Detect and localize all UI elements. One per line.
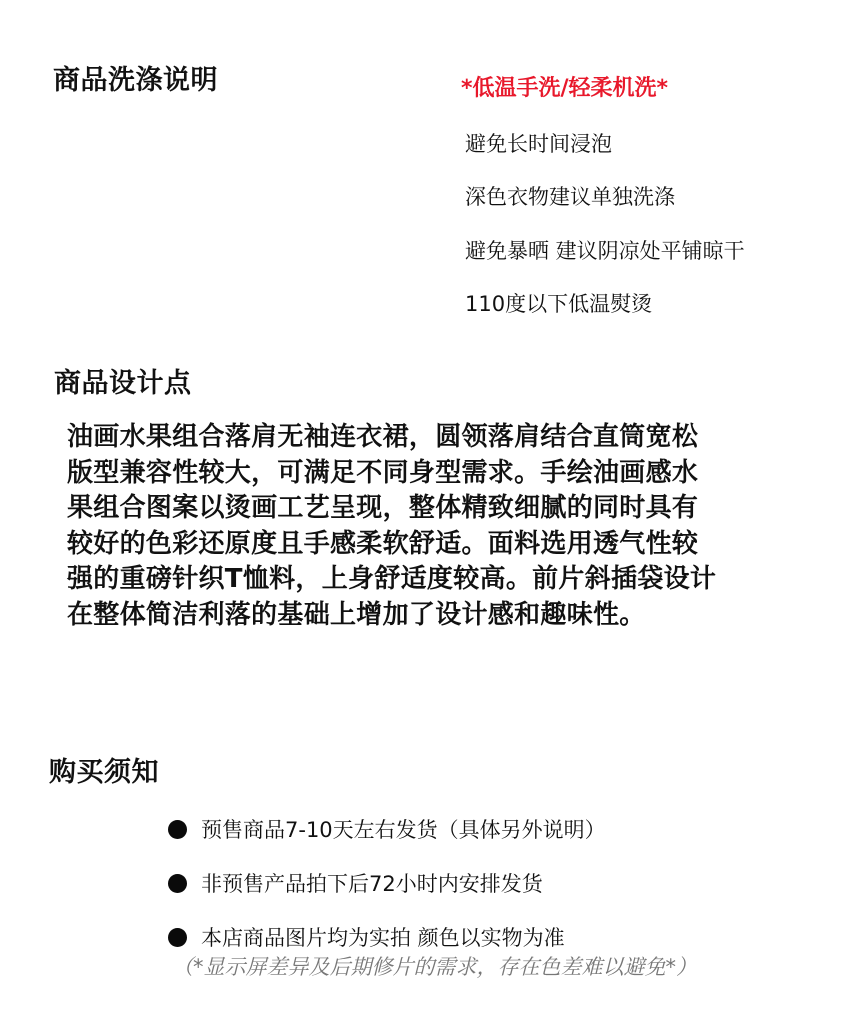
- design-line: 在整体简洁利落的基础上增加了设计感和趣味性。: [67, 599, 646, 630]
- wash-item: 避免暴晒 建议阴凉处平铺晾干: [465, 239, 745, 263]
- bullet-dot-icon: [168, 928, 187, 947]
- wash-section-title: 商品洗涤说明: [53, 65, 218, 96]
- notice-item: [168, 922, 565, 952]
- design-line: 油画水果组合落肩无袖连衣裙，圆领落肩结合直筒宽松: [67, 422, 699, 452]
- color-disclaimer: （*显示屏差异及后期修片的需求，存在色差难以避免*）: [172, 955, 697, 979]
- bullet-dot-icon: [168, 820, 187, 839]
- wash-item: 避免长时间浸泡: [465, 132, 612, 156]
- wash-item: 110度以下低温熨烫: [465, 292, 653, 316]
- notice-item-text: 非预售产品拍下后72小时内安排发货: [201, 872, 543, 896]
- wash-item: 深色衣物建议单独洗涤: [465, 185, 675, 209]
- notice-section-title: 购买须知: [49, 757, 159, 788]
- bullet-dot-icon: [168, 874, 187, 893]
- design-line: 果组合图案以烫画工艺呈现，整体精致细腻的同时具有: [67, 493, 699, 523]
- design-section-title: 商品设计点: [54, 368, 192, 399]
- design-line: 较好的色彩还原度且手感柔软舒适。面料选用透气性较: [67, 528, 699, 559]
- notice-item-text: 本店商品图片均为实拍 颜色以实物为准: [201, 926, 565, 950]
- notice-item-text: 预售商品7-10天左右发货（具体另外说明）: [201, 818, 606, 842]
- notice-item: [168, 814, 606, 844]
- notice-item: [168, 868, 543, 898]
- design-description: [67, 420, 827, 633]
- design-line: 版型兼容性较大，可满足不同身型需求。手绘油画感水: [67, 457, 699, 488]
- wash-method-highlight: *低温手洗/轻柔机洗*: [461, 76, 669, 101]
- design-line: 强的重磅针织T恤料，上身舒适度较高。前片斜插袋设计: [67, 564, 717, 594]
